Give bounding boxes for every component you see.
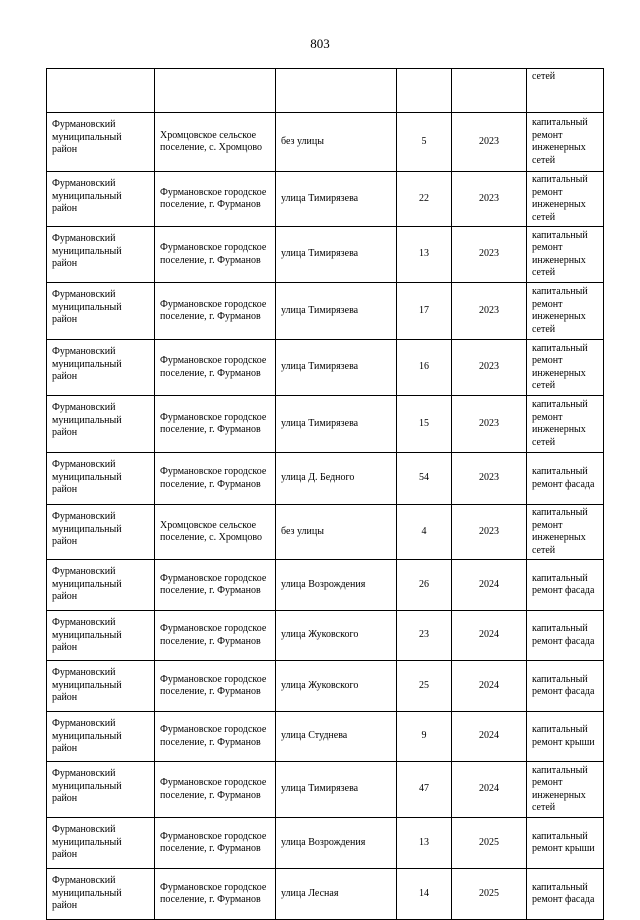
cell-street: улица Возрождения (276, 560, 397, 611)
cell-house: 25 (397, 661, 452, 712)
cell-street: без улицы (276, 505, 397, 560)
table-row (47, 661, 604, 712)
cell-work: капитальный ремонт фасада (527, 869, 604, 920)
cell-work: капитальный ремонт инженерных сетей (527, 113, 604, 172)
cell-street: улица Жуковского (276, 611, 397, 661)
cell-district: Фурмановский муниципальный район (47, 869, 155, 920)
cell-district (47, 69, 155, 113)
cell-district: Фурмановский муниципальный район (47, 818, 155, 869)
cell-settlement: Фурмановское городское поселение, г. Фурманов (155, 560, 276, 611)
cell-house: 17 (397, 283, 452, 340)
cell-district: Фурмановский муниципальный район (47, 340, 155, 396)
cell-settlement: Фурмановское городское поселение, г. Фурманов (155, 818, 276, 869)
cell-street: улица Тимирязева (276, 227, 397, 283)
cell-house: 22 (397, 172, 452, 227)
cell-work: капитальный ремонт крыши (527, 818, 604, 869)
cell-district: Фурмановский муниципальный район (47, 227, 155, 283)
cell-work: капитальный ремонт инженерных сетей (527, 505, 604, 560)
cell-year: 2023 (452, 227, 527, 283)
housing-repair-table (46, 68, 604, 920)
cell-work: капитальный ремонт инженерных сетей (527, 172, 604, 227)
cell-settlement: Фурмановское городское поселение, г. Фурманов (155, 611, 276, 661)
cell-work: капитальный ремонт фасада (527, 661, 604, 712)
cell-settlement: Фурмановское городское поселение, г. Фурманов (155, 762, 276, 818)
cell-street: без улицы (276, 113, 397, 172)
cell-street: улица Тимирязева (276, 283, 397, 340)
table-row (47, 283, 604, 340)
cell-house: 5 (397, 113, 452, 172)
table-row (47, 611, 604, 661)
table-row (47, 227, 604, 283)
cell-district: Фурмановский муниципальный район (47, 453, 155, 505)
cell-district: Фурмановский муниципальный район (47, 712, 155, 762)
cell-district: Фурмановский муниципальный район (47, 661, 155, 712)
cell-settlement: Фурмановское городское поселение, г. Фурманов (155, 340, 276, 396)
table-row (47, 505, 604, 560)
cell-settlement: Хромцовское сельское поселение, с. Хромцово (155, 505, 276, 560)
cell-street: улица Д. Бедного (276, 453, 397, 505)
cell-street: улица Жуковского (276, 661, 397, 712)
cell-year: 2023 (452, 396, 527, 453)
cell-settlement: Фурмановское городское поселение, г. Фурманов (155, 227, 276, 283)
cell-district: Фурмановский муниципальный район (47, 611, 155, 661)
cell-year: 2023 (452, 340, 527, 396)
cell-work: сетей (527, 69, 604, 113)
cell-house: 54 (397, 453, 452, 505)
cell-house: 47 (397, 762, 452, 818)
cell-work: капитальный ремонт инженерных сетей (527, 340, 604, 396)
cell-house: 9 (397, 712, 452, 762)
table-body (47, 69, 604, 920)
cell-work: капитальный ремонт инженерных сетей (527, 283, 604, 340)
cell-house: 16 (397, 340, 452, 396)
cell-year: 2023 (452, 113, 527, 172)
cell-house: 14 (397, 869, 452, 920)
cell-settlement: Фурмановское городское поселение, г. Фурманов (155, 712, 276, 762)
cell-house: 15 (397, 396, 452, 453)
cell-settlement: Фурмановское городское поселение, г. Фурманов (155, 172, 276, 227)
cell-year: 2024 (452, 611, 527, 661)
cell-street (276, 69, 397, 113)
cell-work: капитальный ремонт инженерных сетей (527, 396, 604, 453)
cell-district: Фурмановский муниципальный район (47, 505, 155, 560)
cell-work: капитальный ремонт крыши (527, 712, 604, 762)
cell-settlement: Хромцовское сельское поселение, с. Хромцово (155, 113, 276, 172)
cell-district: Фурмановский муниципальный район (47, 762, 155, 818)
cell-year: 2023 (452, 172, 527, 227)
cell-house: 13 (397, 227, 452, 283)
cell-work: капитальный ремонт фасада (527, 453, 604, 505)
continuation-row (47, 69, 604, 113)
cell-year: 2023 (452, 505, 527, 560)
cell-year: 2025 (452, 818, 527, 869)
cell-street: улица Лесная (276, 869, 397, 920)
cell-house: 26 (397, 560, 452, 611)
cell-district: Фурмановский муниципальный район (47, 113, 155, 172)
cell-district: Фурмановский муниципальный район (47, 283, 155, 340)
table-row (47, 396, 604, 453)
table-row (47, 869, 604, 920)
table-row (47, 560, 604, 611)
cell-work: капитальный ремонт фасада (527, 560, 604, 611)
cell-street: улица Тимирязева (276, 172, 397, 227)
cell-settlement: Фурмановское городское поселение, г. Фурманов (155, 661, 276, 712)
table-row (47, 113, 604, 172)
page-number: 803 (310, 36, 330, 51)
cell-district: Фурмановский муниципальный район (47, 172, 155, 227)
cell-work: капитальный ремонт инженерных сетей (527, 762, 604, 818)
cell-district: Фурмановский муниципальный район (47, 396, 155, 453)
cell-street: улица Возрождения (276, 818, 397, 869)
cell-settlement: Фурмановское городское поселение, г. Фурманов (155, 283, 276, 340)
cell-work: капитальный ремонт фасада (527, 611, 604, 661)
cell-year (452, 69, 527, 113)
cell-district: Фурмановский муниципальный район (47, 560, 155, 611)
cell-house: 4 (397, 505, 452, 560)
cell-year: 2024 (452, 762, 527, 818)
cell-year: 2023 (452, 453, 527, 505)
table-row (47, 712, 604, 762)
cell-year: 2024 (452, 661, 527, 712)
cell-house (397, 69, 452, 113)
cell-settlement: Фурмановское городское поселение, г. Фурманов (155, 453, 276, 505)
cell-street: улица Тимирязева (276, 762, 397, 818)
cell-year: 2025 (452, 869, 527, 920)
cell-settlement: Фурмановское городское поселение, г. Фурманов (155, 869, 276, 920)
cell-year: 2024 (452, 560, 527, 611)
table-row (47, 818, 604, 869)
cell-street: улица Тимирязева (276, 396, 397, 453)
cell-year: 2023 (452, 283, 527, 340)
cell-house: 13 (397, 818, 452, 869)
cell-street: улица Студнева (276, 712, 397, 762)
cell-work: капитальный ремонт инженерных сетей (527, 227, 604, 283)
cell-house: 23 (397, 611, 452, 661)
table-row (47, 453, 604, 505)
cell-settlement (155, 69, 276, 113)
cell-settlement: Фурмановское городское поселение, г. Фурманов (155, 396, 276, 453)
cell-year: 2024 (452, 712, 527, 762)
table-row (47, 340, 604, 396)
table-row (47, 172, 604, 227)
cell-street: улица Тимирязева (276, 340, 397, 396)
table-row (47, 762, 604, 818)
